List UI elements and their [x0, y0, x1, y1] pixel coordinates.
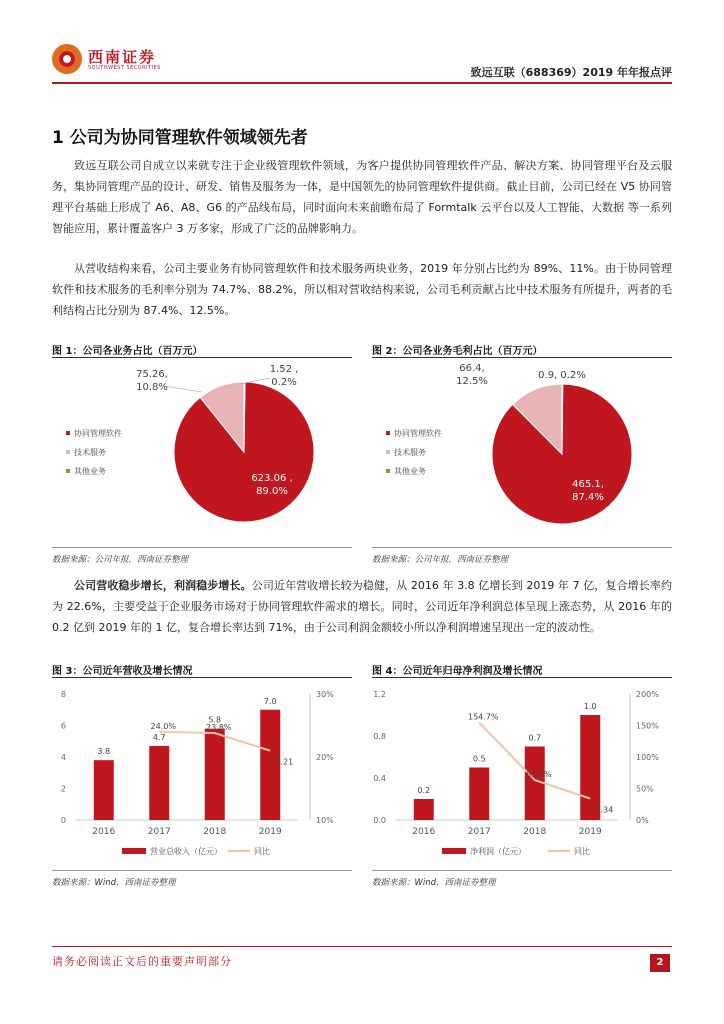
legend-swatch-other	[66, 469, 70, 473]
fig4-xtick: 2019	[578, 827, 602, 837]
pie2-label-other: 0.9, 0.2%	[538, 370, 586, 381]
pie1-legend	[66, 428, 122, 476]
pie2-label-software: 465.1,	[572, 479, 604, 490]
fig4-ytick-left: 0.0	[373, 816, 386, 825]
fig3-ytick-left: 2	[60, 784, 66, 794]
legend-label-service: 技术服务	[74, 448, 106, 457]
fig4-ytick-right: 100%	[636, 753, 659, 762]
paragraph-3	[52, 575, 672, 638]
fig4-top-rule	[372, 677, 672, 678]
legend-swatch-service	[386, 450, 390, 454]
fig4-line-label: 0.34	[595, 805, 614, 815]
paragraph-1-text: 致远互联公司自成立以来就专注于企业级管理软件领域，为客户提供协同管理软件产品、解决方案、协同管理平台及云服务，集协同管理产品的设计、研发、销售及服务为一体，是中国领先的协同管理软件提供商。截止目前，公司已经在 V5 协同管理平台基础上形成了 A6、A8、G6 的产品线布局，同时面向未来前瞻布局了 Formtalk 云平台以及人工智能、大数据 等一系列智能应用，累计覆盖客户 3 万多家，形成了广泛的品牌影响力。	[52, 159, 672, 235]
fig3-legend-line-label: 同比	[254, 847, 270, 856]
pie2-slices	[492, 384, 632, 524]
fig3-xtick: 2019	[258, 827, 282, 837]
fig2-bottom-rule	[372, 547, 672, 548]
fig4-legend-line-label: 同比	[574, 847, 590, 856]
fig1-bottom-rule	[52, 547, 352, 548]
legend-swatch-service	[66, 450, 70, 454]
fig3-bottom-rule	[52, 870, 352, 871]
fig4-ytick-right: 200%	[636, 690, 659, 699]
logo-en-text: SOUTHWEST SECURITIES	[88, 65, 161, 71]
fig3-line-label: 24.0%	[150, 721, 176, 731]
fig4-bar	[469, 768, 489, 821]
fig4-xtick: 2018	[523, 827, 547, 837]
fig2-pie-chart	[372, 360, 672, 545]
fig4-xtick: 2017	[467, 827, 491, 837]
fig3-ytick-right: 20%	[316, 753, 334, 762]
fig2-title: 图 2：公司各业务毛利占比（百万元）	[372, 346, 543, 357]
pie2-legend	[386, 428, 442, 476]
fig4-ytick-left: 0.4	[373, 774, 386, 783]
fig3-ytick-left: 8	[60, 690, 66, 699]
fig4-source: 数据来源：Wind，西南证券整理	[372, 878, 496, 888]
fig4-legend-bar-swatch	[442, 848, 466, 854]
legend-label-other: 其他业务	[74, 467, 106, 476]
logo-mark-icon	[52, 44, 82, 74]
fig3-bar	[205, 729, 225, 820]
fig3-line-label: 23.8%	[206, 723, 232, 733]
fig4-ytick-left: 0.8	[373, 732, 386, 741]
fig3-bar	[94, 760, 114, 820]
pie2-label-service: 66.4,	[459, 363, 485, 374]
fig4-ytick-right: 0%	[636, 816, 649, 825]
legend-label-software: 协同管理软件	[74, 429, 122, 438]
fig3-title: 图 3：公司近年营收及增长情况	[52, 666, 193, 677]
company-logo	[52, 44, 162, 76]
page-number: 2	[650, 954, 670, 972]
footer-disclaimer: 请务必阅读正文后的重要声明部分	[52, 955, 232, 968]
fig4-bottom-rule	[372, 870, 672, 871]
fig3-bar-label: 5.8	[208, 715, 222, 725]
fig3-bar-label: 4.7	[152, 732, 166, 742]
pie1-pct-service: 10.8%	[136, 382, 168, 393]
fig4-line-label: 63.4%	[526, 770, 552, 780]
fig3-ytick-left: 0	[60, 816, 66, 825]
fig4-ytick-right: 150%	[636, 721, 659, 731]
fig4-xtick: 2016	[412, 827, 436, 837]
section-title: 1 公司为协同管理软件领域领先者	[52, 128, 308, 148]
paragraph-3-lead: 公司营收稳步增长，利润稳步增长。	[74, 579, 252, 592]
fig4-ytick-right: 50%	[636, 784, 654, 794]
paragraph-2	[52, 258, 672, 321]
fig1-top-rule	[52, 357, 352, 358]
fig4-bar-label: 0.2	[417, 786, 431, 795]
fig3-xtick: 2017	[147, 827, 171, 837]
fig3-xtick: 2018	[203, 827, 227, 837]
legend-label-service: 技术服务	[394, 448, 426, 457]
fig3-legend-bar-swatch	[122, 848, 146, 854]
footer-rule	[52, 946, 672, 947]
fig3-ytick-left: 6	[60, 721, 66, 731]
pie1-label-software: 623.06 ,	[251, 473, 293, 484]
fig4-ytick-left: 1.2	[373, 690, 386, 699]
fig4-bar	[414, 799, 434, 820]
fig3-line-label: 0.21	[275, 757, 294, 767]
fig3-top-rule	[52, 677, 352, 678]
fig4-title: 图 4：公司近年归母净利润及增长情况	[372, 666, 543, 677]
legend-swatch-software	[66, 431, 70, 435]
fig1-source: 数据来源：公司年报，西南证券整理	[52, 555, 189, 565]
fig3-ytick-right: 10%	[316, 816, 334, 825]
paragraph-3-text: 公司近年营收增长较为稳健，从 2016 年 3.8 亿增长到 2019 年 7 亿，复合增长率约为 22.6%，主要受益于企业服务市场对于协同管理软件需求的增长。同时，公司近年净利润总体呈现上涨态势，从 2016 年的 0.2 亿到 2019 年的 1 亿，复合增长率达到 71%，由于公司利润金额较小所以净利润增速呈现出一定的波动性。	[52, 579, 673, 634]
pie2-pct-service: 12.5%	[456, 376, 488, 387]
fig1-pie-chart	[52, 360, 352, 545]
fig1-title: 图 1：公司各业务占比（百万元）	[52, 346, 203, 357]
pie1-label-service: 75.26,	[136, 369, 168, 380]
pie1-slices	[174, 382, 314, 522]
fig3-ytick-left: 4	[60, 753, 66, 762]
pie1-label-other: 1.52 ,	[269, 364, 299, 375]
pie1-pct-other: 0.2%	[271, 377, 297, 388]
fig3-bar	[149, 746, 169, 820]
fig3-source: 数据来源：Wind，西南证券整理	[52, 878, 176, 888]
legend-label-other: 其他业务	[394, 467, 426, 476]
fig4-legend-bar-label: 净利润（亿元）	[470, 847, 526, 856]
fig3-bar-label: 3.8	[97, 747, 111, 757]
pie2-pct-software: 87.4%	[572, 492, 604, 503]
logo-text: 西南证券	[88, 48, 157, 66]
fig4-bar	[580, 715, 600, 820]
fig4-bar-label: 1.0	[583, 702, 597, 711]
fig3-bar-chart	[52, 680, 352, 870]
fig2-source: 数据来源：公司年报，西南证券整理	[372, 555, 509, 565]
pie1-leader-service	[164, 386, 202, 392]
legend-swatch-other	[386, 469, 390, 473]
fig4-bar-label: 0.5	[472, 754, 486, 764]
report-title: 致远互联（688369）2019 年年报点评	[470, 66, 672, 79]
fig4-bar-label: 0.7	[528, 733, 542, 743]
fig3-legend-bar-label: 营业总收入（亿元）	[150, 847, 222, 856]
header-rule	[52, 82, 672, 84]
fig3-xtick: 2016	[92, 827, 116, 837]
fig4-bar-chart	[372, 680, 672, 870]
legend-swatch-software	[386, 431, 390, 435]
fig3-bar-label: 7.0	[263, 696, 277, 706]
legend-label-software: 协同管理软件	[394, 429, 442, 438]
paragraph-1	[52, 155, 672, 239]
fig4-line-label: 154.7%	[467, 712, 499, 722]
fig2-top-rule	[372, 357, 672, 358]
paragraph-2-text: 从营收结构来看，公司主要业务有协同管理软件和技术服务两块业务，2019 年分别占比约为 89%、11%。由于协同管理软件和技术服务的毛利率分别为 74.7%、88.2%，所以相对营收结构来说，公司毛利贡献占比中技术服务有所提升，两者的毛利结构占比分别为 87.4%、12.5%。	[52, 262, 672, 317]
pie1-pct-software: 89.0%	[256, 486, 288, 497]
fig3-ytick-right: 30%	[316, 690, 334, 699]
